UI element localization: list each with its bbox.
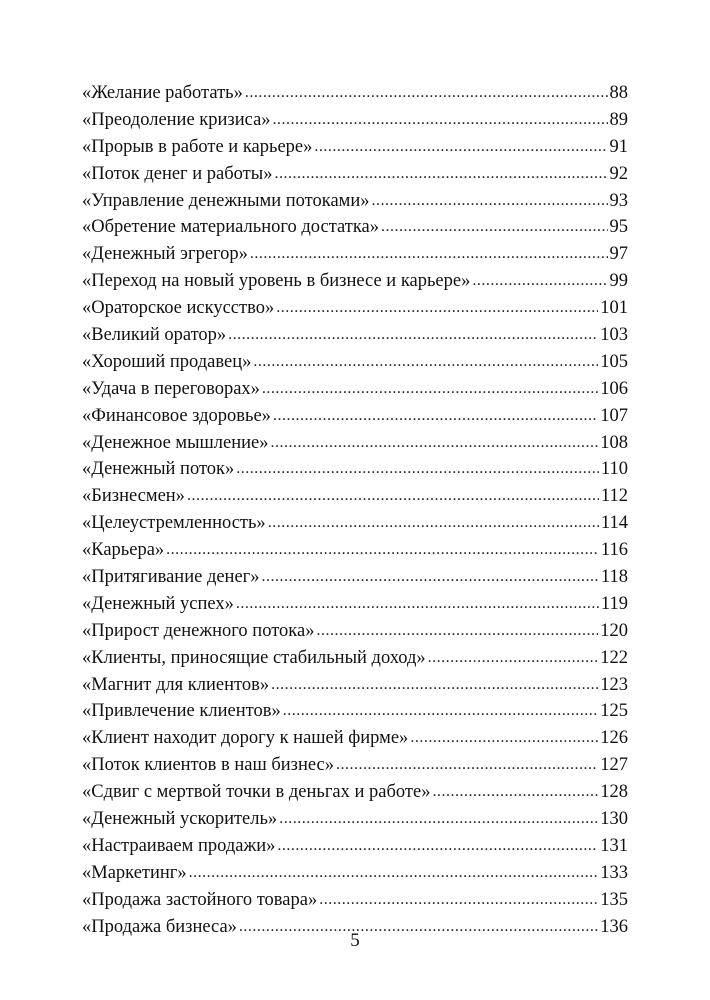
dot-leader [268,510,599,537]
toc-entry-title: «Денежный поток» [82,459,235,480]
dot-leader [228,322,598,349]
toc-entry [82,833,628,860]
dot-leader [250,241,608,268]
toc-entry-title: «Денежный эгрегор» [82,244,248,265]
toc-entry-title: «Карьера» [82,540,165,561]
toc-entry-title: «Продажа застойного товара» [82,889,318,910]
toc-entry [82,214,628,241]
dot-leader [277,833,598,860]
toc-entry-page: 97 [609,244,628,265]
toc-entry-page: 105 [600,351,628,372]
dot-leader [319,887,598,914]
table-of-contents [82,80,628,941]
toc-entry-page: 136 [600,916,628,937]
dot-leader [187,483,599,510]
page-number: 5 [350,930,360,951]
toc-entry-title: «Сдвиг с мертвой точки в деньгах и работе» [82,782,431,803]
toc-entry [82,107,628,134]
toc-entry-title: «Финансовое здоровье» [82,405,271,426]
toc-entry-title: «Хороший продавец» [82,351,252,372]
toc-entry-title: «Великий оратор» [82,325,227,346]
toc-entry-title: «Управление денежными потоками» [82,190,370,211]
dot-leader [245,80,608,107]
toc-entry [82,483,628,510]
toc-entry [82,591,628,618]
toc-entry [82,134,628,161]
toc-entry-title: «Целеустремленность» [82,513,266,534]
toc-entry-title: «Поток денег и работы» [82,163,273,184]
toc-entry-title: «Продажа бизнеса» [82,916,237,937]
toc-entry-title: «Переход на новый уровень в бизнесе и карьере» [82,271,471,292]
toc-entry-title: «Настраиваем продажи» [82,835,276,856]
toc-entry-title: «Маркетинг» [82,862,187,883]
toc-entry-page: 131 [600,835,628,856]
toc-entry-page: 106 [600,378,628,399]
toc-entry-page: 122 [600,647,628,668]
toc-entry-title: «Поток клиентов в наш бизнес» [82,755,334,776]
toc-entry [82,80,628,107]
dot-leader [316,618,598,645]
dot-leader [236,456,599,483]
dot-leader [314,134,607,161]
toc-entry-page: 89 [609,109,628,130]
toc-entry-title: «Денежное мышление» [82,432,269,453]
dot-leader [166,537,599,564]
toc-entry-page: 112 [600,486,628,507]
dot-leader [271,430,599,457]
toc-entry-title: «Преодоление кризиса» [82,109,271,130]
toc-entry [82,268,628,295]
toc-entry [82,241,628,268]
toc-entry-page: 93 [609,190,628,211]
toc-entry-page: 116 [600,540,628,561]
dot-leader [381,214,607,241]
toc-entry [82,456,628,483]
toc-entry-page: 108 [600,432,628,453]
toc-entry-title: «Притягивание денег» [82,567,260,588]
toc-entry-page: 101 [600,298,628,319]
toc-entry-page: 95 [609,217,628,238]
toc-entry-title: «Привлечение клиентов» [82,701,281,722]
toc-entry [82,672,628,699]
toc-entry-title: «Клиент находит дорогу к нашей фирме» [82,728,409,749]
toc-entry [82,510,628,537]
toc-entry-page: 107 [600,405,628,426]
toc-entry-title: «Прорыв в работе и карьере» [82,136,313,157]
toc-entry-page: 128 [600,782,628,803]
toc-entry-page: 126 [600,728,628,749]
dot-leader [428,645,599,672]
dot-leader [279,806,598,833]
dot-leader [253,349,598,376]
toc-entry [82,618,628,645]
toc-entry-title: «Прирост денежного потока» [82,620,315,641]
dot-leader [262,376,598,403]
toc-entry [82,188,628,215]
toc-entry-page: 92 [609,163,628,184]
toc-entry [82,403,628,430]
dot-leader [410,725,598,752]
dot-leader [189,860,599,887]
dot-leader [472,268,607,295]
toc-entry [82,645,628,672]
toc-entry [82,430,628,457]
toc-entry [82,376,628,403]
toc-entry-page: 133 [600,862,628,883]
toc-entry-page: 135 [600,889,628,910]
toc-entry-page: 110 [600,459,628,480]
toc-entry-page: 114 [600,513,628,534]
toc-entry-page: 118 [600,567,628,588]
dot-leader [273,107,608,134]
toc-entry-title: «Магнит для клиентов» [82,674,270,695]
dot-leader [372,188,608,215]
dot-leader [432,779,598,806]
toc-entry-title: «Клиенты, приносящие стабильный доход» [82,647,426,668]
toc-entry-page: 99 [609,271,628,292]
toc-entry [82,779,628,806]
toc-entry [82,887,628,914]
toc-entry-page: 88 [609,83,628,103]
toc-entry-page: 120 [600,620,628,641]
toc-entry [82,537,628,564]
dot-leader [271,672,598,699]
toc-entry-title: «Удача в переговорах» [82,378,260,399]
toc-entry-title: «Денежный ускоритель» [82,809,278,830]
toc-entry-title: «Желание работать» [82,83,243,103]
toc-entry [82,564,628,591]
toc-entry-page: 123 [600,674,628,695]
dot-leader [336,752,598,779]
dot-leader [273,403,598,430]
toc-entry [82,322,628,349]
toc-entry-page: 91 [609,136,628,157]
toc-entry-title: «Ораторское искусство» [82,298,275,319]
toc-entry [82,806,628,833]
toc-entry-page: 127 [600,755,628,776]
dot-leader [283,698,599,725]
dot-leader [276,295,598,322]
toc-entry-page: 130 [600,809,628,830]
dot-leader [274,161,607,188]
toc-entry [82,860,628,887]
dot-leader [236,591,599,618]
toc-entry-page: 119 [600,593,628,614]
toc-entry-page: 103 [600,325,628,346]
toc-entry [82,349,628,376]
toc-entry [82,725,628,752]
toc-entry-page: 125 [600,701,628,722]
toc-entry-title: «Обретение материального достатка» [82,217,380,238]
toc-entry [82,161,628,188]
dot-leader [262,564,599,591]
toc-entry-title: «Денежный успех» [82,593,234,614]
toc-entry [82,698,628,725]
toc-entry [82,752,628,779]
toc-entry [82,295,628,322]
toc-entry-title: «Бизнесмен» [82,486,185,507]
